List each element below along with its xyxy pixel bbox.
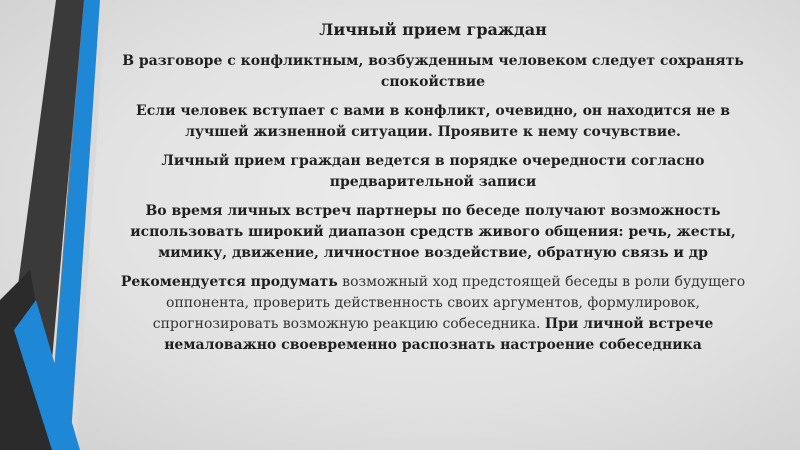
paragraph-3: Личный прием граждан ведется в порядке очередности согласно предварительной записи [161,153,705,190]
paragraph-5-bold-end: При личной встрече немаловажно своевременно распознать настроение собеседника [164,316,714,353]
slide-content [118,20,748,364]
paragraph-5-normal: возможный ход предстоящей беседы в роли будущего оппонента, проверить действенность своих аргументов, формулировок, спрогнозировать возможную реакцию собеседника. [152,274,746,332]
paragraph-5-bold-start: Рекомендуется продумать [120,274,338,290]
paragraph-4: Во время личных встреч партнеры по беседе получают возможность использовать широкий диапазон средств живого общения: речь, жесты, мимику, движение, личностное воздействие, обратную связь и др [130,203,736,261]
slide-title: Личный прием граждан [319,20,547,39]
decorative-stripes [0,0,120,450]
paragraph-1: В разговоре с конфликтным, возбужденным человеком следует сохранять спокойствие [122,53,744,90]
paragraph-2: Если человек вступает с вами в конфликт, очевидно, он находится не в лучшей жизненной ситуации. Проявите к нему сочувствие. [136,103,730,140]
paragraph-5 [118,272,748,356]
